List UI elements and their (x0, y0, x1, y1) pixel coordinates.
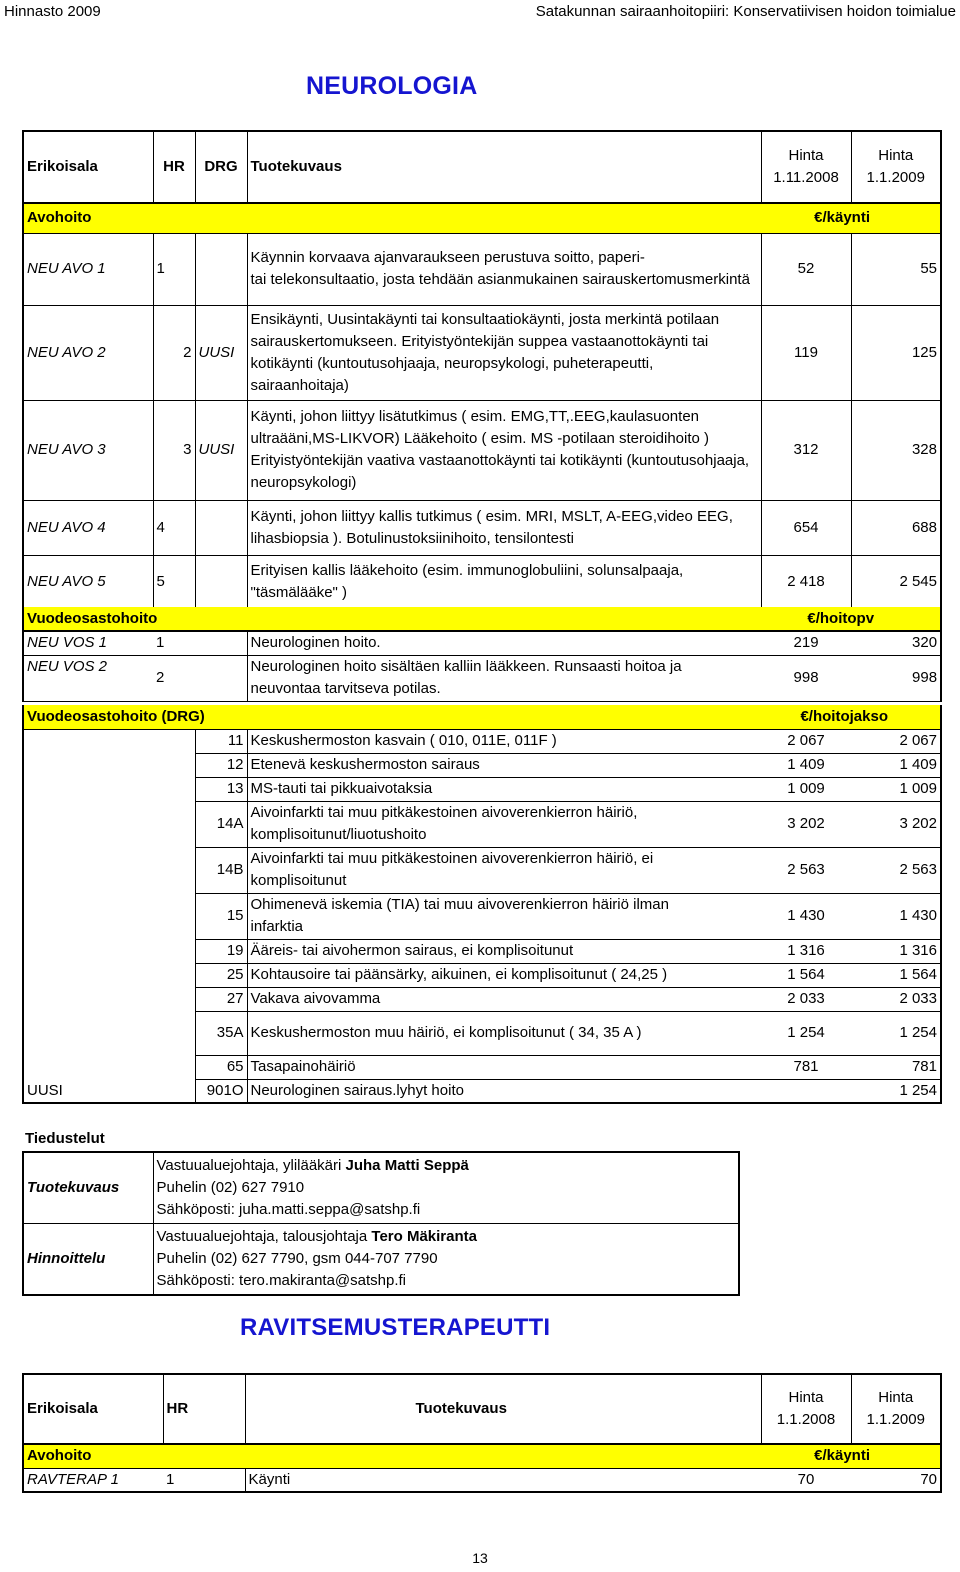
neurologia-title: NEUROLOGIA (306, 72, 478, 100)
row-price-2009: 70 (851, 1468, 941, 1492)
row-price-2008: 781 (761, 1055, 851, 1079)
row-desc: Neurologinen hoito. (247, 631, 761, 655)
row-price-2009: 1 430 (851, 893, 941, 939)
row-price-2009: 125 (851, 305, 941, 400)
row-price-2009: 55 (851, 233, 941, 305)
tiedustelut-title: Tiedustelut (25, 1130, 105, 1147)
row-price-2008: 654 (761, 500, 851, 555)
row-price-2008: 1 430 (761, 893, 851, 939)
section-avohoito (23, 203, 941, 233)
row-drg (195, 233, 247, 305)
table-row (23, 847, 941, 893)
desc-line: neuropsykologi) (250, 474, 357, 491)
section-label: Vuodeosastohoito (DRG) (23, 705, 761, 729)
row-drg: 19 (195, 939, 247, 963)
row-desc: Keskushermoston kasvain ( 010, 011E, 011F ) (247, 729, 761, 753)
row-drg: 901O (195, 1079, 247, 1103)
desc-line: Käynnin korvaava ajanvaraukseen perustuva soitto, paperi- (250, 249, 645, 266)
row-desc: Ääreis- tai aivohermon sairaus, ei komplisoitunut (247, 939, 761, 963)
row-desc: Neurologinen sairaus.lyhyt hoito (247, 1079, 761, 1103)
col-erikoisala: Erikoisala (27, 158, 98, 175)
ravitsemus-table (22, 1373, 942, 1493)
row-desc (247, 893, 761, 939)
table-header-row (23, 1374, 941, 1444)
col-drg: DRG (195, 131, 247, 203)
contact-row (23, 1224, 739, 1296)
ravitsemus-title: RAVITSEMUSTERAPEUTTI (240, 1314, 551, 1341)
row-price-2008: 2 033 (761, 987, 851, 1011)
row-drg: UUSI (195, 305, 247, 400)
row-desc: Etenevä keskushermoston sairaus (247, 753, 761, 777)
col-hinta-2008-l1: Hinta (788, 1389, 824, 1406)
desc-line: Aivoinfarkti tai muu pitkäkestoinen aivoverenkierron häiriö, (250, 804, 638, 821)
row-hr: 1 (153, 631, 247, 655)
row-price-2008: 119 (761, 305, 851, 400)
row-hr: 1 (163, 1468, 245, 1492)
section-label: Vuodeosastohoito (27, 609, 158, 627)
row-price-2009: 1 254 (899, 1081, 937, 1099)
row-price-2008: 3 202 (761, 801, 851, 847)
contact-label: Tuotekuvaus (23, 1152, 153, 1224)
table-row (23, 893, 941, 939)
section-unit: €/hoitojakso (761, 705, 941, 729)
row-drg: 13 (195, 777, 247, 801)
row-price-2009: 1 009 (851, 777, 941, 801)
table-row (23, 305, 941, 400)
col-erikoisala: Erikoisala (27, 1400, 98, 1417)
desc-line: kotikäynti (kuntoutusohjaaja, neuropsykologi, puheterapeutti, (250, 354, 654, 372)
row-code: NEU AVO 1 (23, 233, 153, 305)
section-drg (23, 705, 941, 729)
row-drg: 14A (195, 801, 247, 847)
blank-cell (23, 939, 195, 963)
col-hinta-2008-l2: 1.1.2008 (776, 1411, 836, 1428)
row-price-2008 (761, 1079, 851, 1103)
row-price-2009: 2 033 (851, 987, 941, 1011)
desc-line: Ensikäynti, Uusintakäynti tai konsultaatiokäynti, josta merkintä potilaan (250, 310, 720, 328)
table-row (23, 233, 941, 305)
col-tuotekuvaus: Tuotekuvaus (247, 131, 761, 203)
row-code: NEU AVO 2 (23, 305, 153, 400)
desc-line: Erityistyöntekijän vaativa vastaanottokäynti tai kotikäynti (kuntoutusohjaaja, (250, 452, 750, 469)
table-row (23, 987, 941, 1011)
col-hinta-2008-l1: Hinta (788, 147, 824, 164)
contact-role-line (157, 1155, 736, 1177)
row-price-2009: 998 (851, 655, 941, 701)
contact-role: Vastuualuejohtaja, talousjohtaja (156, 1228, 372, 1245)
contact-details (153, 1152, 739, 1224)
row-price-2008: 1 254 (761, 1011, 851, 1055)
desc-line: sairaanhoitaja) (250, 376, 349, 394)
row-price-2008: 2 563 (761, 847, 851, 893)
row-price-2009: 781 (851, 1055, 941, 1079)
col-hinta-2009-l1: Hinta (878, 1389, 914, 1406)
desc-line: ultraääni,MS-LIKVOR) Lääkehoito ( esim. MS -potilaan steroidihoito ) (250, 430, 710, 447)
contact-phone: Puhelin (02) 627 7790, gsm 044-707 7790 (156, 1250, 438, 1267)
row-price-2008: 219 (761, 631, 851, 655)
contact-label: Hinnoittelu (27, 1250, 106, 1267)
table-row (23, 655, 941, 701)
row-price-2009: 320 (851, 631, 941, 655)
desc-line: "täsmälääke" ) (250, 584, 348, 602)
row-price-2008: 2 418 (761, 555, 851, 610)
row-code: NEU AVO 3 (23, 400, 153, 500)
table-row (23, 555, 941, 610)
row-hr: 3 (153, 400, 195, 500)
desc-line: Käynti, johon liittyy lisätutkimus ( esim. EMG,TT,.EEG,kaulasuonten (250, 408, 699, 425)
row-desc (247, 801, 761, 847)
blank-cell (23, 847, 195, 893)
row-drg: 15 (195, 893, 247, 939)
uusi-label: UUSI (27, 1081, 63, 1099)
table-row (23, 631, 941, 655)
row-price-2009: 1 409 (851, 753, 941, 777)
col-hinta-2008 (761, 131, 851, 203)
neurologia-avohoito-table (22, 130, 942, 611)
table-row (23, 400, 941, 500)
blank-cell (23, 729, 195, 753)
blank-cell (23, 777, 195, 801)
row-desc (247, 655, 761, 701)
row-desc: Tasapainohäiriö (247, 1055, 761, 1079)
desc-line: Erityisen kallis lääkehoito (esim. immunoglobuliini, solunsalpaaja, (250, 562, 684, 580)
section-label: Avohoito (23, 1444, 761, 1468)
row-price-2009: 3 202 (851, 801, 941, 847)
row-code: RAVTERAP 1 (23, 1468, 163, 1492)
desc-line: tai telekonsultaatio, josta tehdään asianmukainen sairauskertomusmerkintä (250, 271, 750, 288)
table-row (23, 939, 941, 963)
row-desc: Keskushermoston muu häiriö, ei komplisoitunut ( 34, 35 A ) (247, 1011, 761, 1055)
row-drg: 27 (195, 987, 247, 1011)
desc-line: Aivoinfarkti tai muu pitkäkestoinen aivoverenkierron häiriö, ei (250, 850, 654, 867)
table-row (23, 1468, 941, 1492)
row-price-2008: 70 (761, 1468, 851, 1492)
col-hinta-2009: Hinta 1.1.2009 (851, 131, 941, 203)
table-row (23, 777, 941, 801)
section-vuodeosasto (23, 607, 941, 631)
row-price-2009: 2 067 (851, 729, 941, 753)
col-hr: HR (153, 131, 195, 203)
row-desc (247, 400, 761, 500)
row-drg: 11 (195, 729, 247, 753)
table-row (23, 963, 941, 987)
row-desc (247, 847, 761, 893)
row-hr: 1 (153, 233, 195, 305)
row-price-2008: 998 (761, 655, 851, 701)
header-right: Satakunnan sairaanhoitopiiri: Konservatiivisen hoidon toimialue (535, 3, 956, 20)
contact-phone: Puhelin (02) 627 7910 (156, 1179, 305, 1196)
row-price-2009: 2 563 (851, 847, 941, 893)
row-desc (247, 305, 761, 400)
desc-line: lihasbiopsia ). Botulinustoksiinihoito, tensilontesti (250, 529, 575, 547)
contact-name: Juha Matti Seppä (345, 1157, 469, 1174)
row-price-2008: 1 564 (761, 963, 851, 987)
section-label: Avohoito (23, 203, 761, 233)
row-code: NEU VOS 1 (23, 631, 153, 655)
neurologia-drg-table (22, 705, 942, 1104)
col-hr: HR (163, 1374, 245, 1444)
section-unit: €/käynti (761, 1444, 941, 1468)
row-desc: Vakava aivovamma (247, 987, 761, 1011)
row-desc: Käynti (245, 1468, 761, 1492)
col-hinta-2008-l2: 1.11.2008 (773, 169, 839, 186)
table-row (23, 753, 941, 777)
desc-line: sairauskertomukseen. Erityistyöntekijän suppea vastaanottokäynti tai (250, 332, 709, 350)
row-desc (247, 233, 761, 305)
row-drg (195, 500, 247, 555)
row-desc: MS-tauti tai pikkuaivotaksia (247, 777, 761, 801)
page-header (0, 0, 960, 24)
row-desc (247, 500, 761, 555)
contact-role: Vastuualuejohtaja, ylilääkäri (156, 1157, 346, 1174)
table-row (23, 500, 941, 555)
row-drg: 14B (195, 847, 247, 893)
section-unit: €/käynti (761, 203, 941, 233)
row-code: NEU VOS 2 (23, 655, 153, 701)
contact-details (153, 1224, 739, 1296)
blank-cell (23, 963, 195, 987)
desc-line: Neurologinen hoito sisältäen kalliin lääkkeen. Runsaasti hoitoa ja (250, 658, 682, 675)
row-price-2008: 1 409 (761, 753, 851, 777)
row-hr: 2 (153, 655, 247, 701)
contact-role-line (157, 1226, 736, 1248)
desc-line: infarktia (250, 918, 304, 935)
blank-cell (23, 893, 195, 939)
col-tuotekuvaus: Tuotekuvaus (245, 1374, 761, 1444)
row-price-2009: 1 254 (851, 1011, 941, 1055)
table-row (23, 729, 941, 753)
blank-cell (23, 1011, 195, 1055)
table-row (23, 801, 941, 847)
row-drg: 35A (195, 1011, 247, 1055)
row-hr: 4 (153, 500, 195, 555)
row-price-2009: 688 (851, 500, 941, 555)
blank-cell (23, 1055, 195, 1079)
blank-cell (23, 753, 195, 777)
desc-line: Käynti, johon liittyy kallis tutkimus ( esim. MRI, MSLT, A-EEG,video EEG, (250, 507, 733, 525)
row-code: NEU AVO 4 (23, 500, 153, 555)
table-row (23, 1011, 941, 1055)
col-hinta-2009 (851, 1374, 941, 1444)
row-code: NEU AVO 5 (23, 555, 153, 610)
row-price-2009: 1 564 (851, 963, 941, 987)
desc-line: komplisoitunut/liuotushoito (250, 826, 427, 843)
row-price-2009: 2 545 (851, 555, 941, 610)
row-price-2008: 52 (761, 233, 851, 305)
row-price-2009: 328 (851, 400, 941, 500)
row-desc: Kohtausoire tai päänsärky, aikuinen, ei komplisoitunut ( 24,25 ) (247, 963, 761, 987)
desc-line: Ohimenevä iskemia (TIA) tai muu aivoverenkierron häiriö ilman (250, 896, 669, 913)
contact-name: Tero Mäkiranta (371, 1228, 477, 1245)
desc-line: komplisoitunut (250, 872, 347, 889)
row-drg: 12 (195, 753, 247, 777)
row-price-2008: 312 (761, 400, 851, 500)
contact-row (23, 1152, 739, 1224)
blank-cell (23, 987, 195, 1011)
row-price-2008: 1 316 (761, 939, 851, 963)
col-hinta-2008 (761, 1374, 851, 1444)
contact-email: Sähköposti: tero.makiranta@satshp.fi (156, 1272, 407, 1289)
table-row (23, 1055, 941, 1079)
tiedustelut-table (22, 1151, 740, 1296)
col-hinta-2009-l2: 1.1.2009 (866, 1411, 925, 1428)
neurologia-vuodeosasto-table (22, 607, 942, 702)
row-drg: UUSI (195, 400, 247, 500)
row-hr: 5 (153, 555, 195, 610)
row-price-2009: 1 316 (851, 939, 941, 963)
row-desc (247, 555, 761, 610)
page-number: 13 (472, 1550, 488, 1566)
desc-line: neuvontaa tarvitseva potilas. (250, 680, 441, 697)
blank-cell (23, 801, 195, 847)
table-row (23, 1079, 941, 1103)
row-price-2008: 2 067 (761, 729, 851, 753)
section-avohoito (23, 1444, 941, 1468)
row-hr: 2 (153, 305, 195, 400)
table-header-row (23, 131, 941, 203)
contact-email: Sähköposti: juha.matti.seppa@satshp.fi (156, 1201, 421, 1218)
row-drg: 65 (195, 1055, 247, 1079)
row-price-2008: 1 009 (761, 777, 851, 801)
section-unit: €/hoitopv (807, 609, 875, 627)
row-drg (195, 555, 247, 610)
row-drg: 25 (195, 963, 247, 987)
header-left: Hinnasto 2009 (4, 3, 101, 20)
